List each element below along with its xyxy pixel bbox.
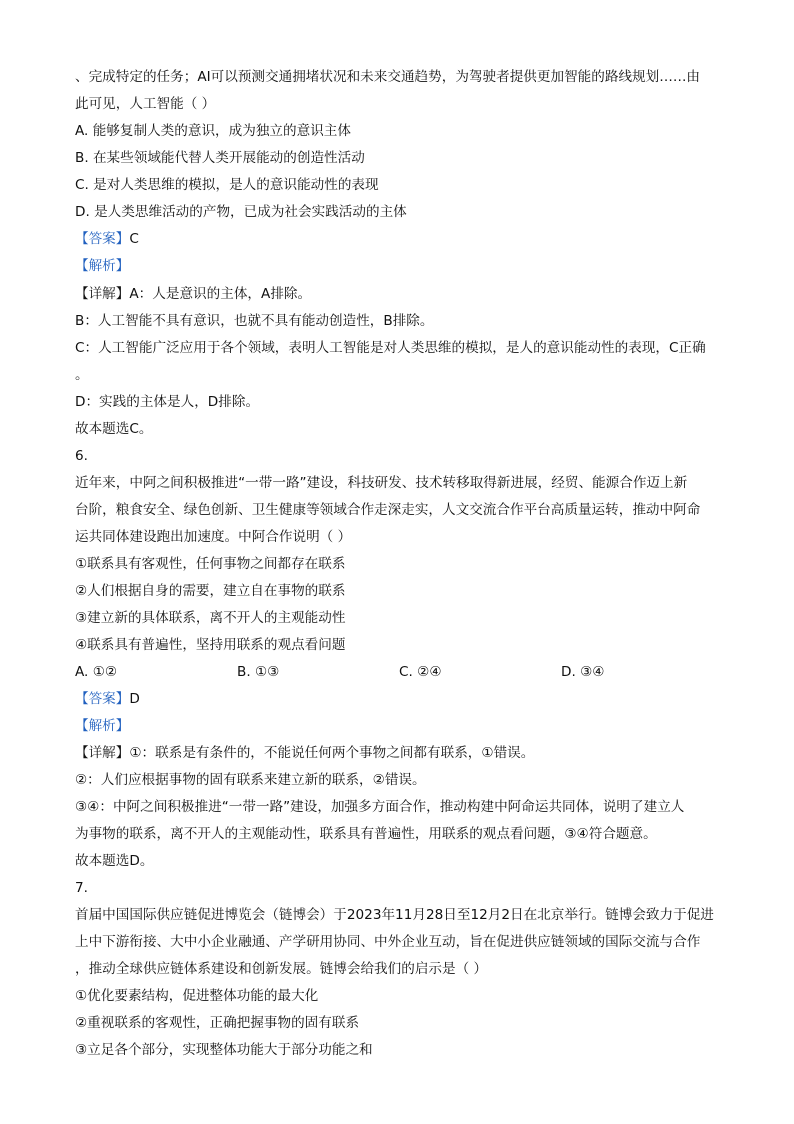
q6-choice-b: B. ①③ bbox=[237, 664, 280, 680]
answer-tag: 【答案】 bbox=[75, 691, 130, 707]
q6-item-1: ①联系具有客观性，任何事物之间都存在联系 bbox=[75, 556, 346, 572]
q5-stem-line: 、完成特定的任务；AI可以预测交通拥堵状况和未来交通趋势，为驾驶者提供更加智能的路线规划……由 bbox=[75, 69, 701, 85]
answer-value: D bbox=[129, 691, 140, 707]
q6-detail-line: ②：人们应根据事物的固有联系来建立新的联系，②错误。 bbox=[75, 772, 426, 788]
q6-choice-d: D. ③④ bbox=[561, 664, 605, 680]
q6-item-4: ④联系具有普遍性，坚持用联系的观点看问题 bbox=[75, 637, 346, 653]
q6-detail-line: 为事物的联系，离不开人的主观能动性，联系具有普遍性，用联系的观点看问题，③④符合题意。 bbox=[75, 826, 657, 842]
q6-item-3: ③建立新的具体联系，离不开人的主观能动性 bbox=[75, 610, 346, 626]
q6-number: 6. bbox=[75, 448, 88, 464]
q5-detail-line: 故本题选C。 bbox=[75, 421, 153, 437]
q5-detail-line: D：实践的主体是人，D排除。 bbox=[75, 394, 260, 410]
q6-detail-line: ③④：中阿之间积极推进“一带一路”建设，加强多方面合作，推动构建中阿命运共同体，说明了建立人 bbox=[75, 799, 685, 815]
q5-option-a: A. 能够复制人类的意识，成为独立的意识主体 bbox=[75, 123, 351, 139]
q6-stem-line: 台阶，粮食安全、绿色创新、卫生健康等领域合作走深走实，人文交流合作平台高质量运转，推动中阿命 bbox=[75, 502, 701, 518]
q6-detail-line: 【详解】①：联系是有条件的，不能说任何两个事物之间都有联系，①错误。 bbox=[75, 745, 535, 761]
q6-stem-line: 运共同体建设跑出加速度。中阿合作说明（ ） bbox=[75, 529, 352, 545]
q7-item-3: ③立足各个部分，实现整体功能大于部分功能之和 bbox=[75, 1042, 373, 1058]
q7-item-2: ②重视联系的客观性，正确把握事物的固有联系 bbox=[75, 1015, 360, 1031]
answer-tag: 【答案】 bbox=[75, 231, 130, 247]
q5-detail-line: C：人工智能广泛应用于各个领域，表明人工智能是对人类思维的模拟，是人的意识能动性的表现，C正确 bbox=[75, 340, 706, 356]
q7-number: 7. bbox=[75, 880, 88, 896]
q5-option-b: B. 在某些领域能代替人类开展能动的创造性活动 bbox=[75, 150, 365, 166]
answer-value: C bbox=[129, 231, 139, 247]
q6-choice-a: A. ①② bbox=[75, 664, 118, 680]
q5-answer bbox=[75, 230, 725, 248]
q6-analysis-tag: 【解析】 bbox=[75, 718, 130, 734]
q6-choice-c: C. ②④ bbox=[399, 664, 442, 680]
q7-stem-line: ，推动全球供应链体系建设和创新发展。链博会给我们的启示是（ ） bbox=[75, 961, 488, 977]
q5-analysis-tag: 【解析】 bbox=[75, 258, 130, 274]
q6-stem-line: 近年来，中阿之间积极推进“一带一路”建设，科技研发、技术转移取得新进展，经贸、能源合作迈上新 bbox=[75, 475, 688, 491]
q5-detail-line: 【详解】A：人是意识的主体，A排除。 bbox=[75, 286, 312, 302]
q5-detail-line: 。 bbox=[75, 367, 89, 383]
q5-option-d: D. 是人类思维活动的产物，已成为社会实践活动的主体 bbox=[75, 204, 407, 220]
q6-item-2: ②人们根据自身的需要，建立自在事物的联系 bbox=[75, 583, 346, 599]
q6-detail-line: 故本题选D。 bbox=[75, 853, 154, 869]
q5-option-c: C. 是对人类思维的模拟，是人的意识能动性的表现 bbox=[75, 177, 379, 193]
q7-stem-line: 上中下游衔接、大中小企业融通、产学研用协同、中外企业互动，旨在促进供应链领域的国际交流与合作 bbox=[75, 934, 701, 950]
q6-answer bbox=[75, 690, 725, 708]
q7-item-1: ①优化要素结构，促进整体功能的最大化 bbox=[75, 988, 319, 1004]
q7-stem-line: 首届中国国际供应链促进博览会（链博会）于2023年11月28日至12月2日在北京举行。链博会致力于促进 bbox=[75, 907, 714, 923]
q5-detail-line: B：人工智能不具有意识，也就不具有能动创造性，B排除。 bbox=[75, 313, 434, 329]
q6-choices bbox=[75, 663, 725, 681]
q5-stem-line: 此可见，人工智能（ ） bbox=[75, 96, 216, 112]
